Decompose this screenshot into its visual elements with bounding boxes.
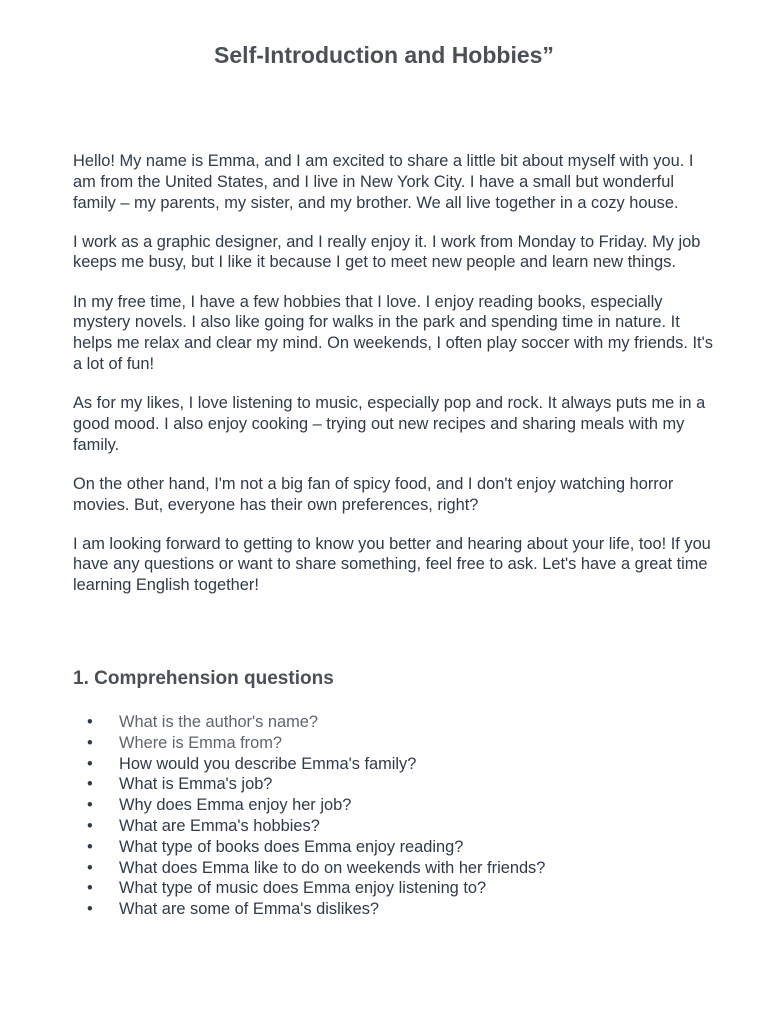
question-item [73, 712, 545, 733]
paragraph-introduction: Hello! My name is Emma, and I am excited to share a little bit about myself with you. I am from the United States, and I live in New York City. I have a small but wonderful family – my parents, my sister, and my brother. We all live together in a cozy house. [73, 152, 694, 212]
question-text: How would you describe Emma's family? [119, 754, 417, 773]
bullet-icon: • [87, 713, 93, 731]
question-item [73, 754, 545, 775]
comprehension-question-list [73, 712, 545, 920]
question-item [73, 733, 545, 754]
question-text: What type of music does Emma enjoy listening to? [119, 879, 487, 898]
bullet-icon: • [87, 816, 93, 835]
question-item [73, 816, 545, 837]
question-item [73, 899, 545, 920]
question-item [73, 795, 545, 816]
question-text: Why does Emma enjoy her job? [119, 796, 352, 815]
paragraph-hobbies: In my free time, I have a few hobbies that I love. I enjoy reading books, especially mystery novels. I also like going for walks in the park and spending time in nature. It helps me relax and clear my mind. On weekends, I often play soccer with my friends. It's a lot of fun! [73, 292, 713, 373]
bullet-icon: • [87, 879, 93, 898]
question-item [73, 837, 545, 858]
paragraph-likes: As for my likes, I love listening to music, especially pop and rock. It always puts me in a good mood. I also enjoy cooking – trying out new recipes and sharing meals with my family. [73, 394, 706, 454]
question-text: What is Emma's job? [119, 775, 273, 794]
paragraph-job: I work as a graphic designer, and I really enjoy it. I work from Monday to Friday. My job keeps me busy, but I like it because I get to meet new people and learn new things. [73, 232, 701, 272]
bullet-icon: • [87, 775, 93, 794]
bullet-icon: • [87, 858, 93, 877]
question-item [73, 878, 545, 899]
bullet-icon: • [87, 796, 93, 815]
paragraph-dislikes: On the other hand, I'm not a big fan of spicy food, and I don't enjoy watching horror movies. But, everyone has their own preferences, right? [73, 474, 674, 514]
question-item [73, 858, 545, 879]
bullet-icon: • [87, 733, 93, 752]
bullet-icon: • [87, 900, 93, 919]
question-text: What are some of Emma's dislikes? [119, 900, 380, 919]
question-text: What type of books does Emma enjoy reading? [119, 837, 464, 856]
question-item [73, 774, 545, 795]
comprehension-heading: 1. Comprehension questions [73, 668, 334, 689]
introduction-text [73, 151, 713, 614]
question-text: Where is Emma from? [119, 733, 283, 752]
document-title: Self-Introduction and Hobbies” [214, 42, 554, 68]
question-text: What are Emma's hobbies? [119, 816, 320, 835]
bullet-icon: • [87, 837, 93, 856]
question-text: What does Emma like to do on weekends with her friends? [119, 858, 546, 877]
bullet-icon: • [87, 754, 93, 773]
question-text: What is the author's name? [119, 713, 319, 731]
paragraph-closing: I am looking forward to getting to know you better and hearing about your life, too! If you have any questions or want to share something, feel free to ask. Let's have a great time learning English together! [73, 534, 711, 595]
